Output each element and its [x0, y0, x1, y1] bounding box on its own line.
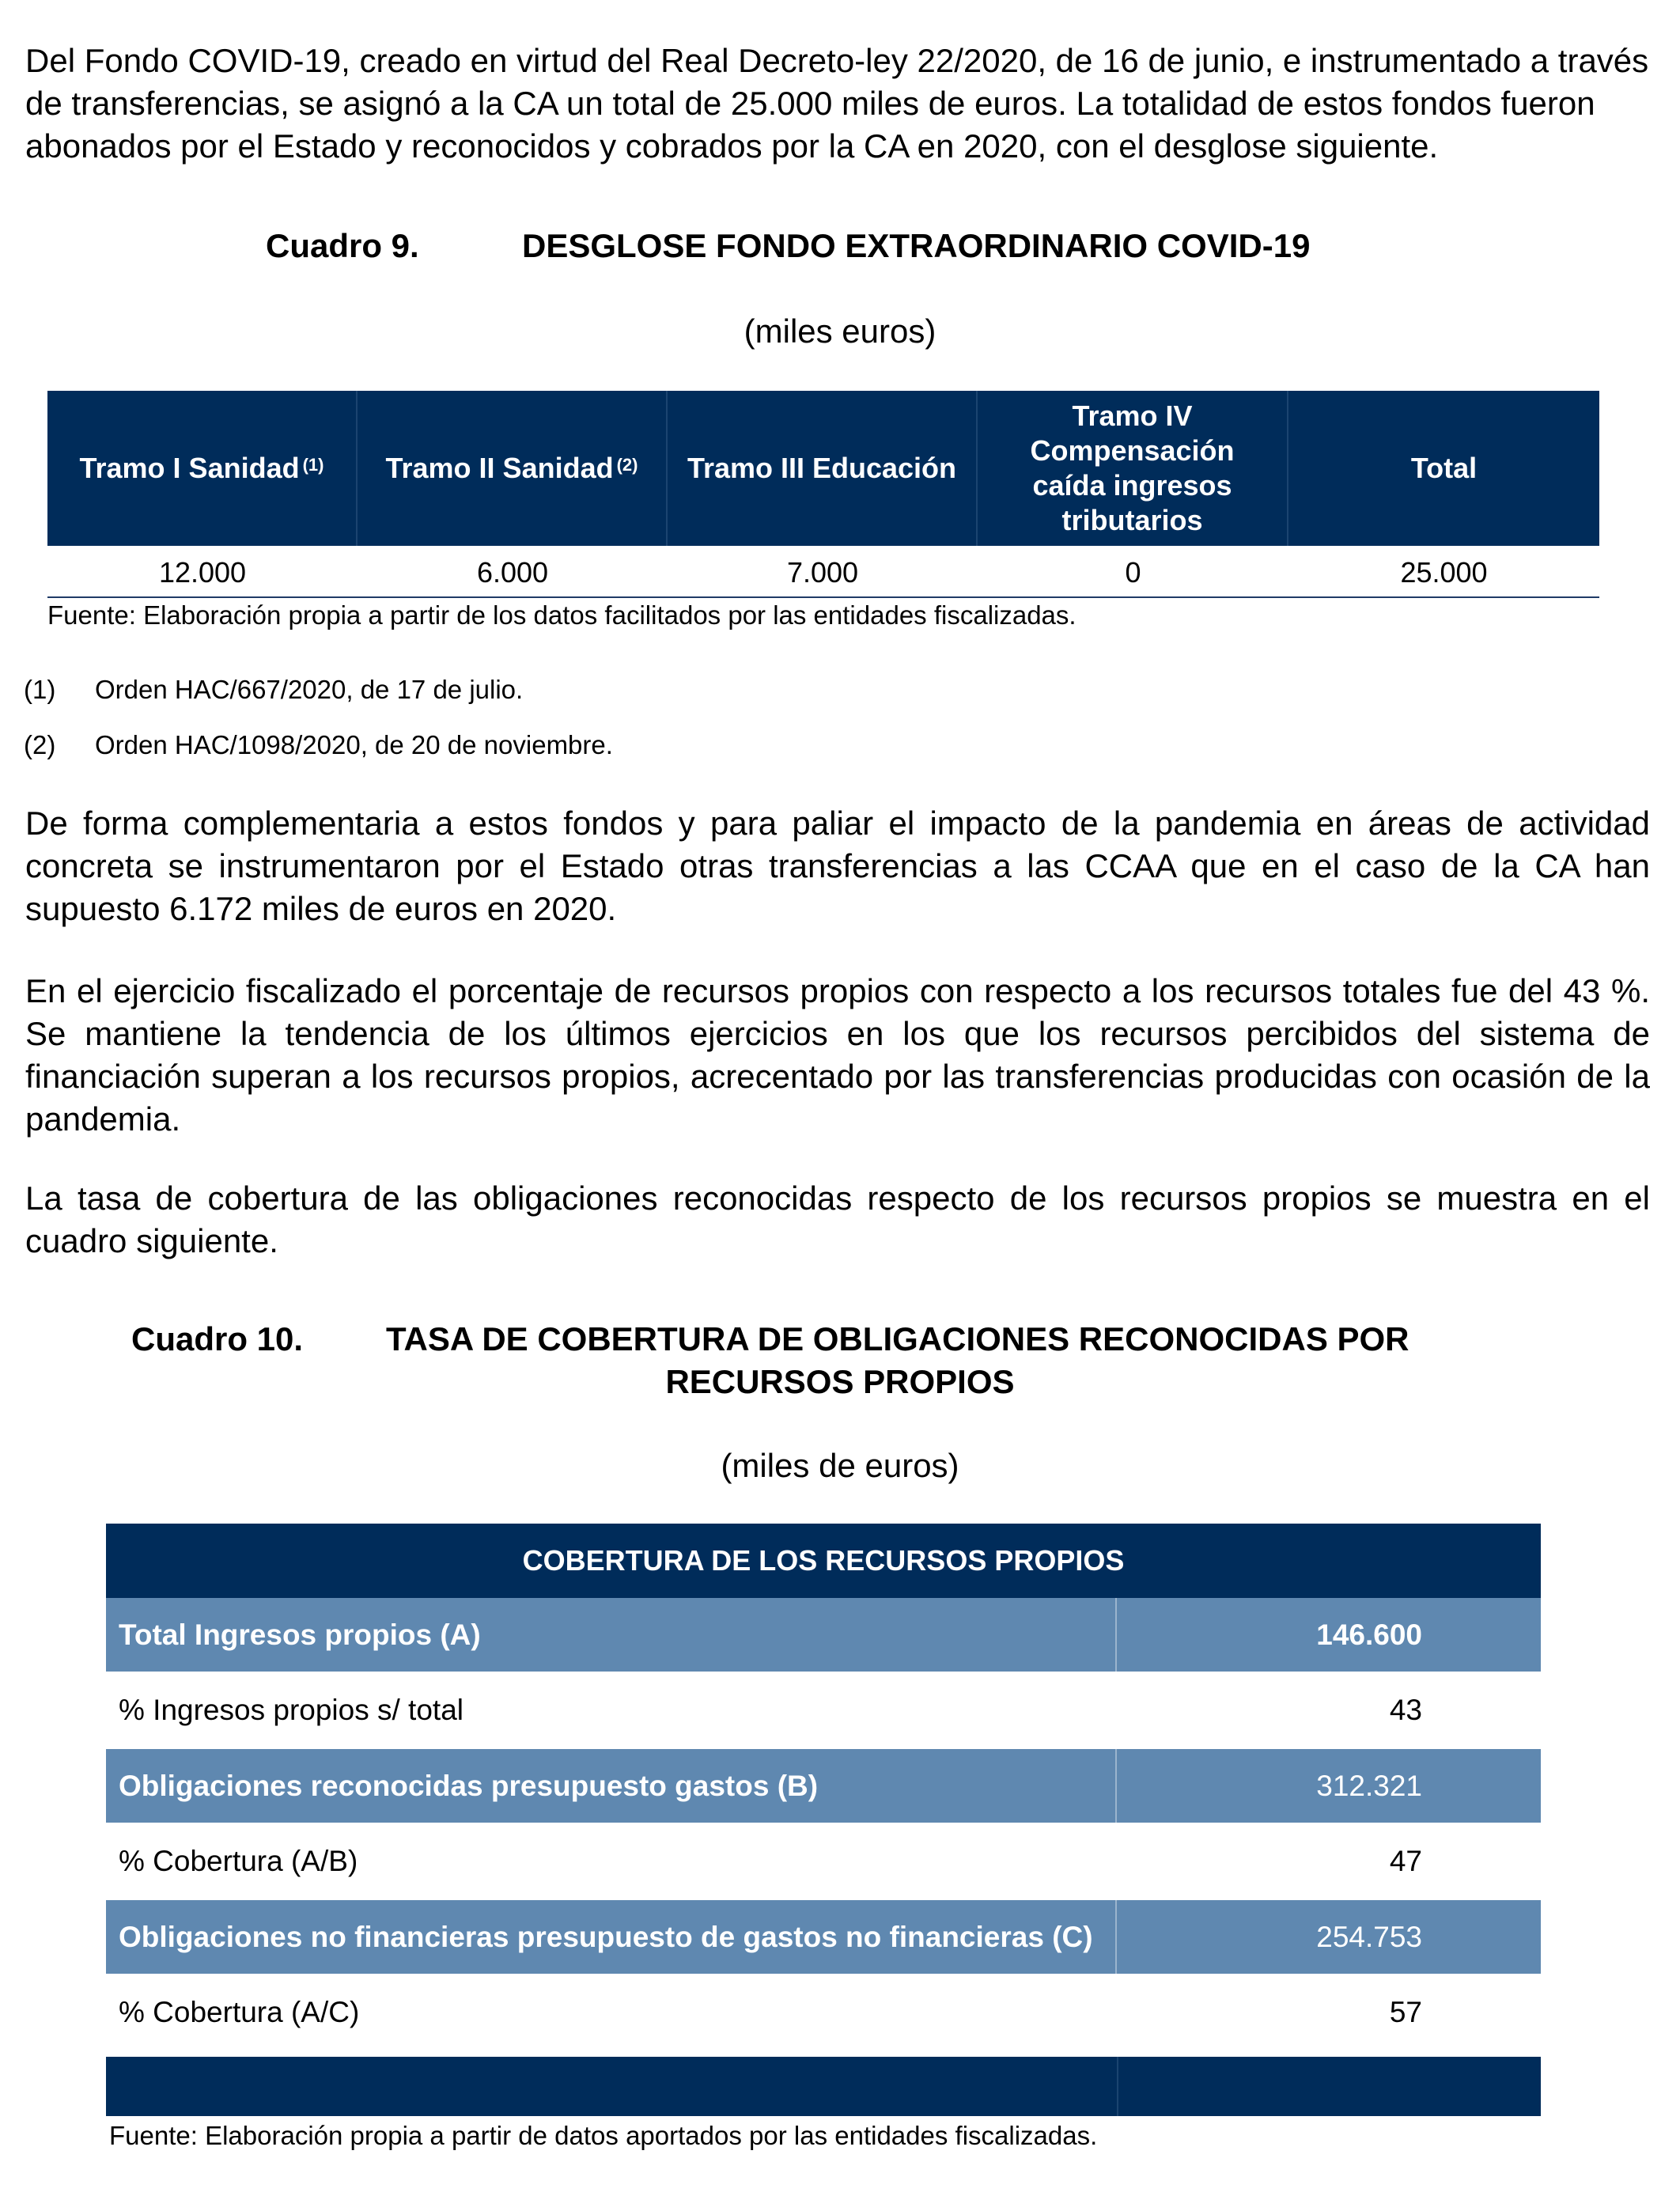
table-row: [106, 1749, 1541, 1823]
table-row: [106, 1974, 1541, 2051]
table10-footer-bar: [106, 2057, 1541, 2116]
footnote: (1) Orden HAC/667/2020, de 17 de julio.: [24, 675, 524, 704]
row-label: Total Ingresos propios (A): [106, 1598, 1117, 1672]
table10-caption-number: Cuadro 10.: [131, 1320, 304, 1357]
row-label: % Cobertura (A/C): [119, 1996, 360, 2028]
table9-value: 0: [1125, 556, 1141, 589]
paragraph-resources: En el ejercicio fiscalizado el porcentaje de recursos propios con respecto a los recursos totales fue del 43 %. Se mantiene la tendencia de los últimos ejercicios en los que los recursos percibidos del sistema de financiación superan a los recursos propios, acrecentado por las transferencias producidas con ocasión de la pandemia.: [25, 972, 1650, 1138]
table9-value: 6.000: [476, 556, 549, 589]
footnote: (2) Orden HAC/1098/2020, de 20 de noviembre.: [24, 730, 613, 759]
row-label: % Cobertura (A/B): [119, 1845, 358, 1877]
table9-units: (miles euros): [744, 312, 936, 350]
table-row: [106, 1598, 1541, 1672]
table10-caption-title-line1: TASA DE COBERTURA DE OBLIGACIONES RECONOCIDAS POR: [386, 1320, 1409, 1357]
table-row: [106, 1900, 1541, 1974]
row-value: 312.321: [1316, 1769, 1422, 1802]
table9-header-cell: Tramo IV Compensación caída ingresos tributarios: [978, 391, 1288, 546]
table-row: [106, 1672, 1541, 1749]
intro-paragraph: Del Fondo COVID-19, creado en virtud del Real Decreto-ley 22/2020, de 16 de junio, e instrumentado a través de transferencias, se asignó a la CA un total de 25.000 miles de euros. La totalidad de estos fondos fueron abonados por el Estado y reconocidos y cobrados por la CA en 2020, con el desglose siguiente.: [25, 42, 1649, 165]
paragraph-coverage: La tasa de cobertura de las obligaciones reconocidas respecto de los recursos propios se muestra en el cuadro siguiente.: [25, 1179, 1650, 1259]
row-value: 254.753: [1316, 1920, 1422, 1953]
table9-row: [47, 549, 1599, 598]
table9-caption-title: DESGLOSE FONDO EXTRAORDINARIO COVID-19: [522, 227, 1311, 264]
table9-header-cell: Tramo I Sanidad $^{(1)}$: [47, 391, 358, 546]
table10-units: (miles de euros): [721, 1447, 959, 1484]
table9-header: [47, 391, 1599, 546]
table10-body: [106, 1598, 1541, 2051]
table10-title: COBERTURA DE LOS RECURSOS PROPIOS: [106, 1524, 1541, 1598]
table9-value: 7.000: [786, 556, 859, 589]
row-value: 43: [1389, 1694, 1422, 1726]
table9-header-cell: Tramo III Educación: [668, 391, 978, 546]
table9-source: Fuente: Elaboración propia a partir de los datos facilitados por las entidades fiscalizadas.: [47, 600, 1076, 630]
row-value: 146.600: [1316, 1618, 1422, 1651]
table9-header-cell: Tramo II Sanidad $^{(2)}$: [358, 391, 668, 546]
row-value: 47: [1389, 1845, 1422, 1877]
table9-header-cell: Total: [1410, 452, 1478, 484]
paragraph-complementary: De forma complementaria a estos fondos y para paliar el impacto de la pandemia en áreas de actividad concreta se instrumentaron por el Estado otras transferencias a las CCAA que en el caso de la CA han supuesto 6.172 miles de euros en 2020.: [25, 805, 1650, 927]
table10-source: Fuente: Elaboración propia a partir de datos aportados por las entidades fiscalizadas.: [109, 2121, 1098, 2150]
table9-value: 25.000: [1400, 556, 1488, 589]
table9-caption-number: Cuadro 9.: [266, 227, 419, 264]
row-label: Obligaciones reconocidas presupuesto gastos (B): [106, 1749, 1117, 1823]
table10-caption-title-line2: RECURSOS PROPIOS: [665, 1363, 1015, 1400]
row-label: Obligaciones no financieras presupuesto de gastos no financieras (C): [106, 1900, 1117, 1974]
table9-value: 12.000: [158, 556, 247, 589]
row-value: 57: [1389, 1996, 1422, 2028]
table-row: [106, 1823, 1541, 1900]
row-label: % Ingresos propios s/ total: [119, 1694, 464, 1726]
